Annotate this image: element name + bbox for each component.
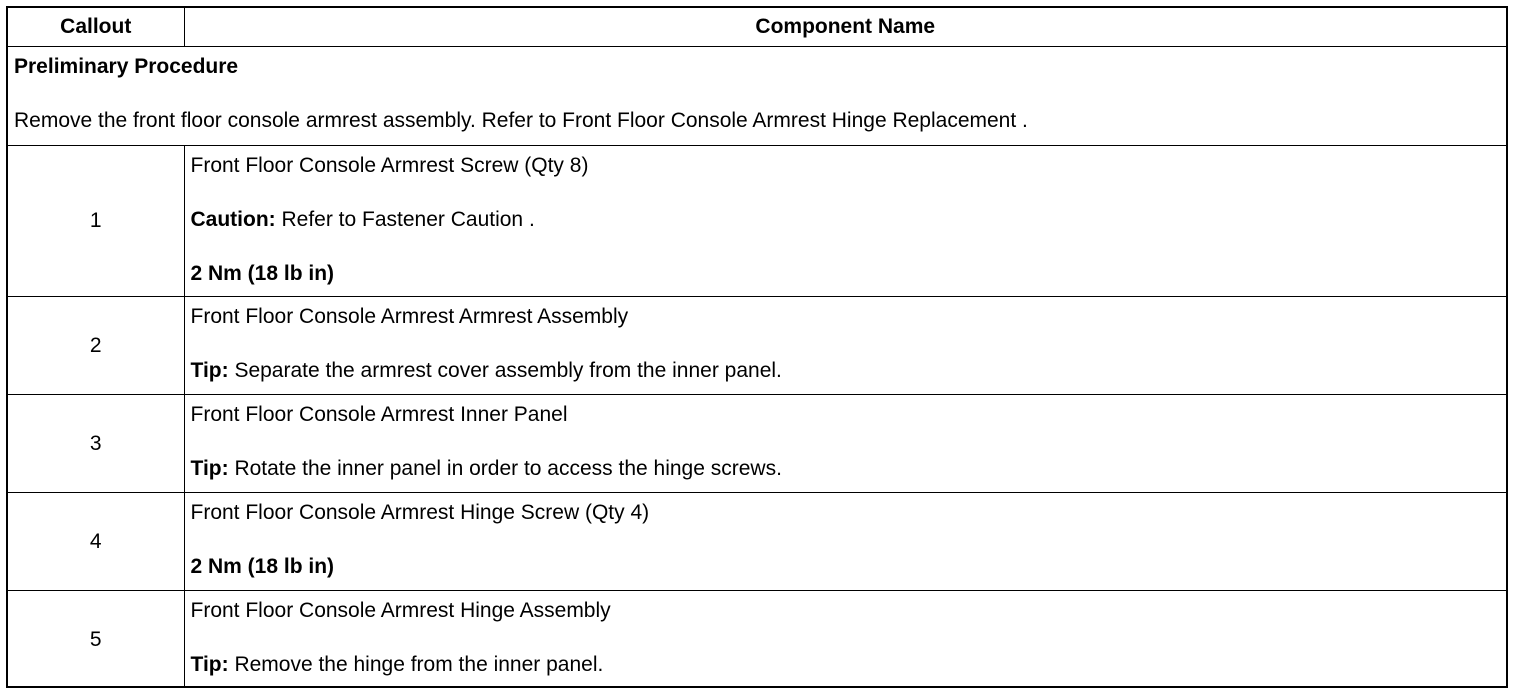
callout-number: 2 [8,297,184,395]
preliminary-procedure-title: Preliminary Procedure [14,55,239,78]
callout-number: 3 [8,395,184,493]
table-row [8,493,1506,591]
component-name: Front Floor Console Armrest Armrest Assembly [190,305,629,328]
callout-number: 4 [8,493,184,591]
callout-column-header: Callout [8,8,184,47]
table-row [8,146,1506,297]
table-row [8,591,1506,689]
component-name-column-header: Component Name [184,8,1506,47]
tip-note: Tip: Separate the armrest cover assembly from the inner panel. [190,359,782,382]
component-name: Front Floor Console Armrest Hinge Screw (Qty 4) [190,501,650,524]
torque-spec: 2 Nm (18 lb in) [190,555,335,578]
table-header-row [8,8,1506,47]
component-name: Front Floor Console Armrest Inner Panel [190,403,568,426]
table-row [8,297,1506,395]
callout-number: 5 [8,591,184,689]
torque-spec: 2 Nm (18 lb in) [190,262,335,285]
procedure-table [8,8,1506,688]
component-name: Front Floor Console Armrest Hinge Assembly [190,599,611,622]
caution-note: Caution: Refer to Fastener Caution . [190,208,535,231]
table-row [8,395,1506,493]
component-name: Front Floor Console Armrest Screw (Qty 8) [190,154,589,177]
preliminary-procedure-text: Remove the front floor console armrest assembly. Refer to Front Floor Console Armrest Hinge Replacement . [14,109,1028,132]
tip-note: Tip: Rotate the inner panel in order to access the hinge screws. [190,457,782,480]
tip-note: Tip: Remove the hinge from the inner panel. [190,653,604,676]
preliminary-procedure-row [8,47,1506,146]
procedure-table-frame [6,6,1508,688]
callout-number: 1 [8,146,184,297]
